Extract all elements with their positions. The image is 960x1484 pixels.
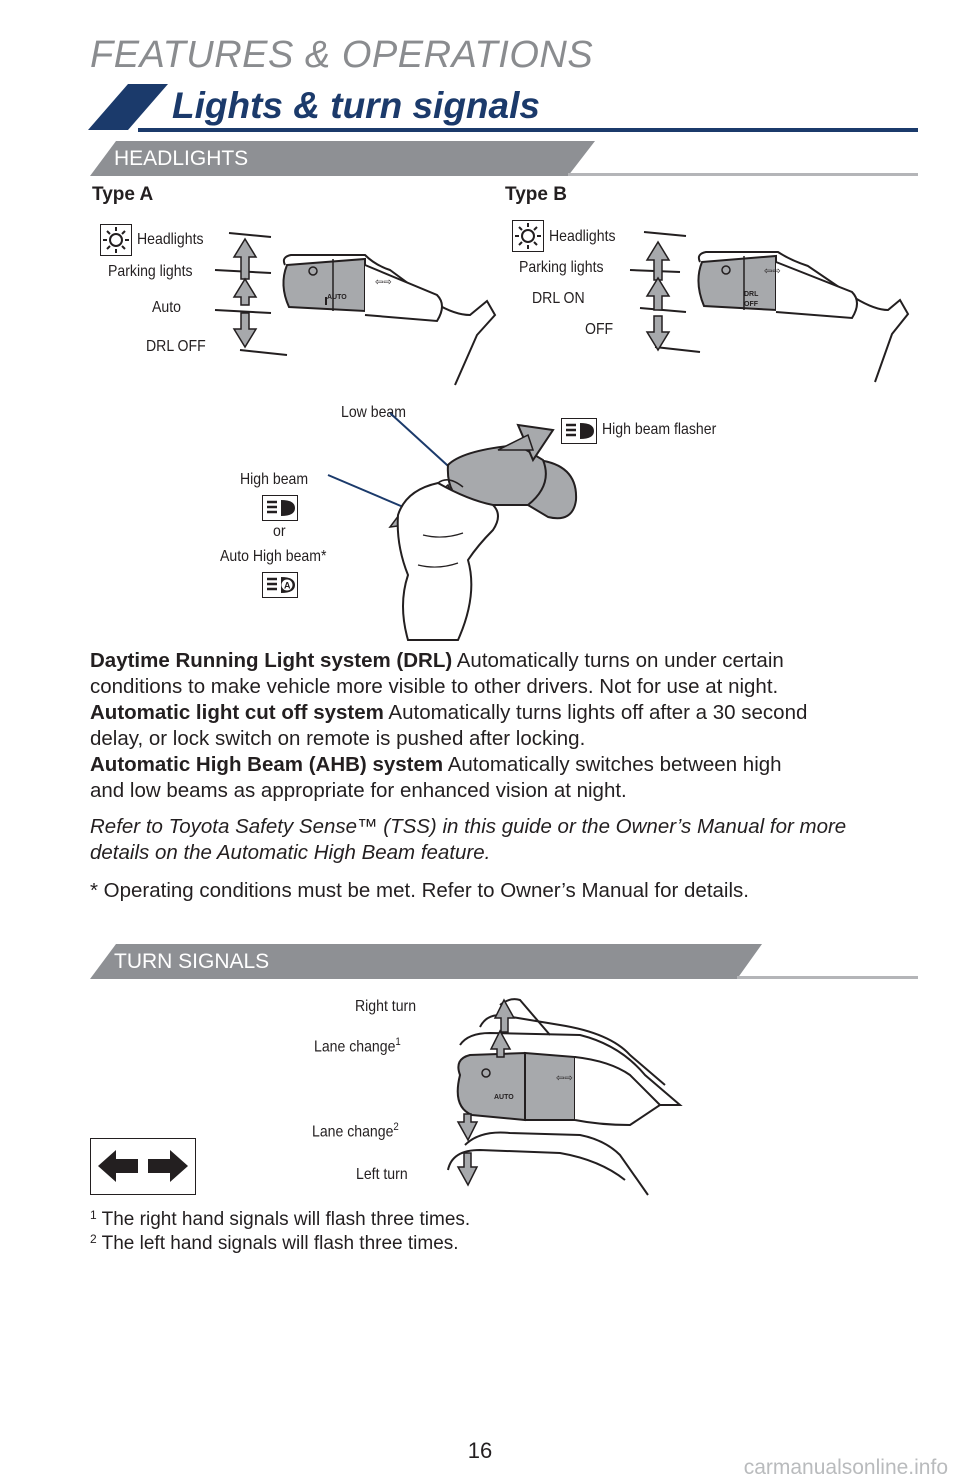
low-beam-label: Low beam <box>341 404 406 421</box>
svg-text:A: A <box>284 580 291 591</box>
lane-change-2-text: Lane change <box>312 1123 394 1141</box>
lane-change-2-label <box>312 1121 399 1141</box>
svg-text:⇦⇨: ⇦⇨ <box>764 266 781 277</box>
footnote-1-text: The right hand signals will flash three times. <box>96 1209 471 1230</box>
type-a-stalk-illustration <box>215 225 495 385</box>
footnote-1-number: 1 <box>90 1208 97 1222</box>
turn-stalk-auto-mark: AUTO <box>494 1094 514 1101</box>
lane-change-1-sup: 1 <box>395 1036 401 1048</box>
operating-note: * Operating conditions must be met. Refer to Owner’s Manual for details. <box>90 879 749 902</box>
turn-signal-arrows-icon <box>90 1138 196 1195</box>
type-a-label: Type A <box>92 184 154 205</box>
type-a-auto-mark: AUTO <box>327 294 347 301</box>
type-b-label: Type B <box>505 184 567 205</box>
svg-text:⇦⇨: ⇦⇨ <box>556 1073 573 1084</box>
or-label: or <box>273 523 286 540</box>
turn-signals-tab-label: TURN SIGNALS <box>114 950 270 973</box>
type-a-headlights-label: Headlights <box>137 231 204 248</box>
type-b-off-label: OFF <box>585 321 614 338</box>
auto-high-beam-label: Auto High beam* <box>220 548 327 565</box>
type-b-drl-mark: DRL <box>744 291 759 298</box>
type-b-stalk-illustration <box>630 222 910 387</box>
tss-note-2: details on the Automatic High Beam feature. <box>90 841 491 864</box>
page-number: 16 <box>467 1438 493 1463</box>
page-title: Lights & turn signals <box>172 85 540 126</box>
type-a-auto-label: Auto <box>152 299 181 316</box>
turn-signal-stalk-illustration <box>430 995 690 1195</box>
type-a-drl-off-label: DRL OFF <box>146 338 206 355</box>
type-b-off-mark: OFF <box>744 301 758 308</box>
alco-desc-1: Automatically turns lights off after a 30 second <box>383 701 808 724</box>
headlight-icon <box>100 224 132 256</box>
headlight-icon <box>512 220 544 252</box>
lane-change-2-sup: 2 <box>393 1121 399 1133</box>
ahb-desc-2: and low beams as appropriate for enhanced vision at night. <box>90 779 627 802</box>
drl-desc-2: conditions to make vehicle more visible to other drivers. Not for use at night. <box>90 675 779 698</box>
type-b-parking-lights-label: Parking lights <box>519 259 604 276</box>
drl-desc-1: Automatically turns on under certain <box>452 649 784 672</box>
alco-term: Automatic light cut off system <box>90 701 384 724</box>
footnote-2-text: The left hand signals will flash three times. <box>96 1233 459 1254</box>
alco-desc-2: delay, or lock switch on remote is pushed after locking. <box>90 727 586 750</box>
footnote-2 <box>90 1228 459 1255</box>
footnote-2-number: 2 <box>90 1232 97 1246</box>
lane-change-1-label <box>314 1036 401 1056</box>
footnote-1 <box>90 1204 470 1231</box>
hand-on-stalk-illustration <box>328 405 588 640</box>
tss-note <box>90 814 910 866</box>
headlights-tab-label: HEADLIGHTS <box>114 147 249 170</box>
right-turn-label: Right turn <box>355 998 417 1015</box>
type-b-headlights-label: Headlights <box>549 228 616 245</box>
auto-high-beam-icon <box>262 572 298 598</box>
left-turn-label: Left turn <box>356 1166 408 1183</box>
ahb-desc-1: Automatically switches between high <box>443 753 782 776</box>
type-a-parking-lights-label: Parking lights <box>108 263 193 280</box>
tss-note-1: Refer to Toyota Safety Sense™ (TSS) in this guide or the Owner’s Manual for more <box>90 815 847 838</box>
ahb-term: Automatic High Beam (AHB) system <box>90 753 444 776</box>
svg-text:⇦⇨: ⇦⇨ <box>375 277 392 288</box>
high-beam-label: High beam <box>240 471 309 488</box>
drl-term: Daytime Running Light system (DRL) <box>90 649 453 672</box>
drl-description <box>90 648 910 804</box>
watermark: carmanualsonline.info <box>743 1456 948 1479</box>
high-beam-icon <box>262 495 298 521</box>
type-b-drl-on-label: DRL ON <box>532 290 585 307</box>
lane-change-1-text: Lane change <box>314 1038 396 1056</box>
high-beam-flasher-label: High beam flasher <box>602 421 717 438</box>
section-title: FEATURES & OPERATIONS <box>90 34 594 76</box>
